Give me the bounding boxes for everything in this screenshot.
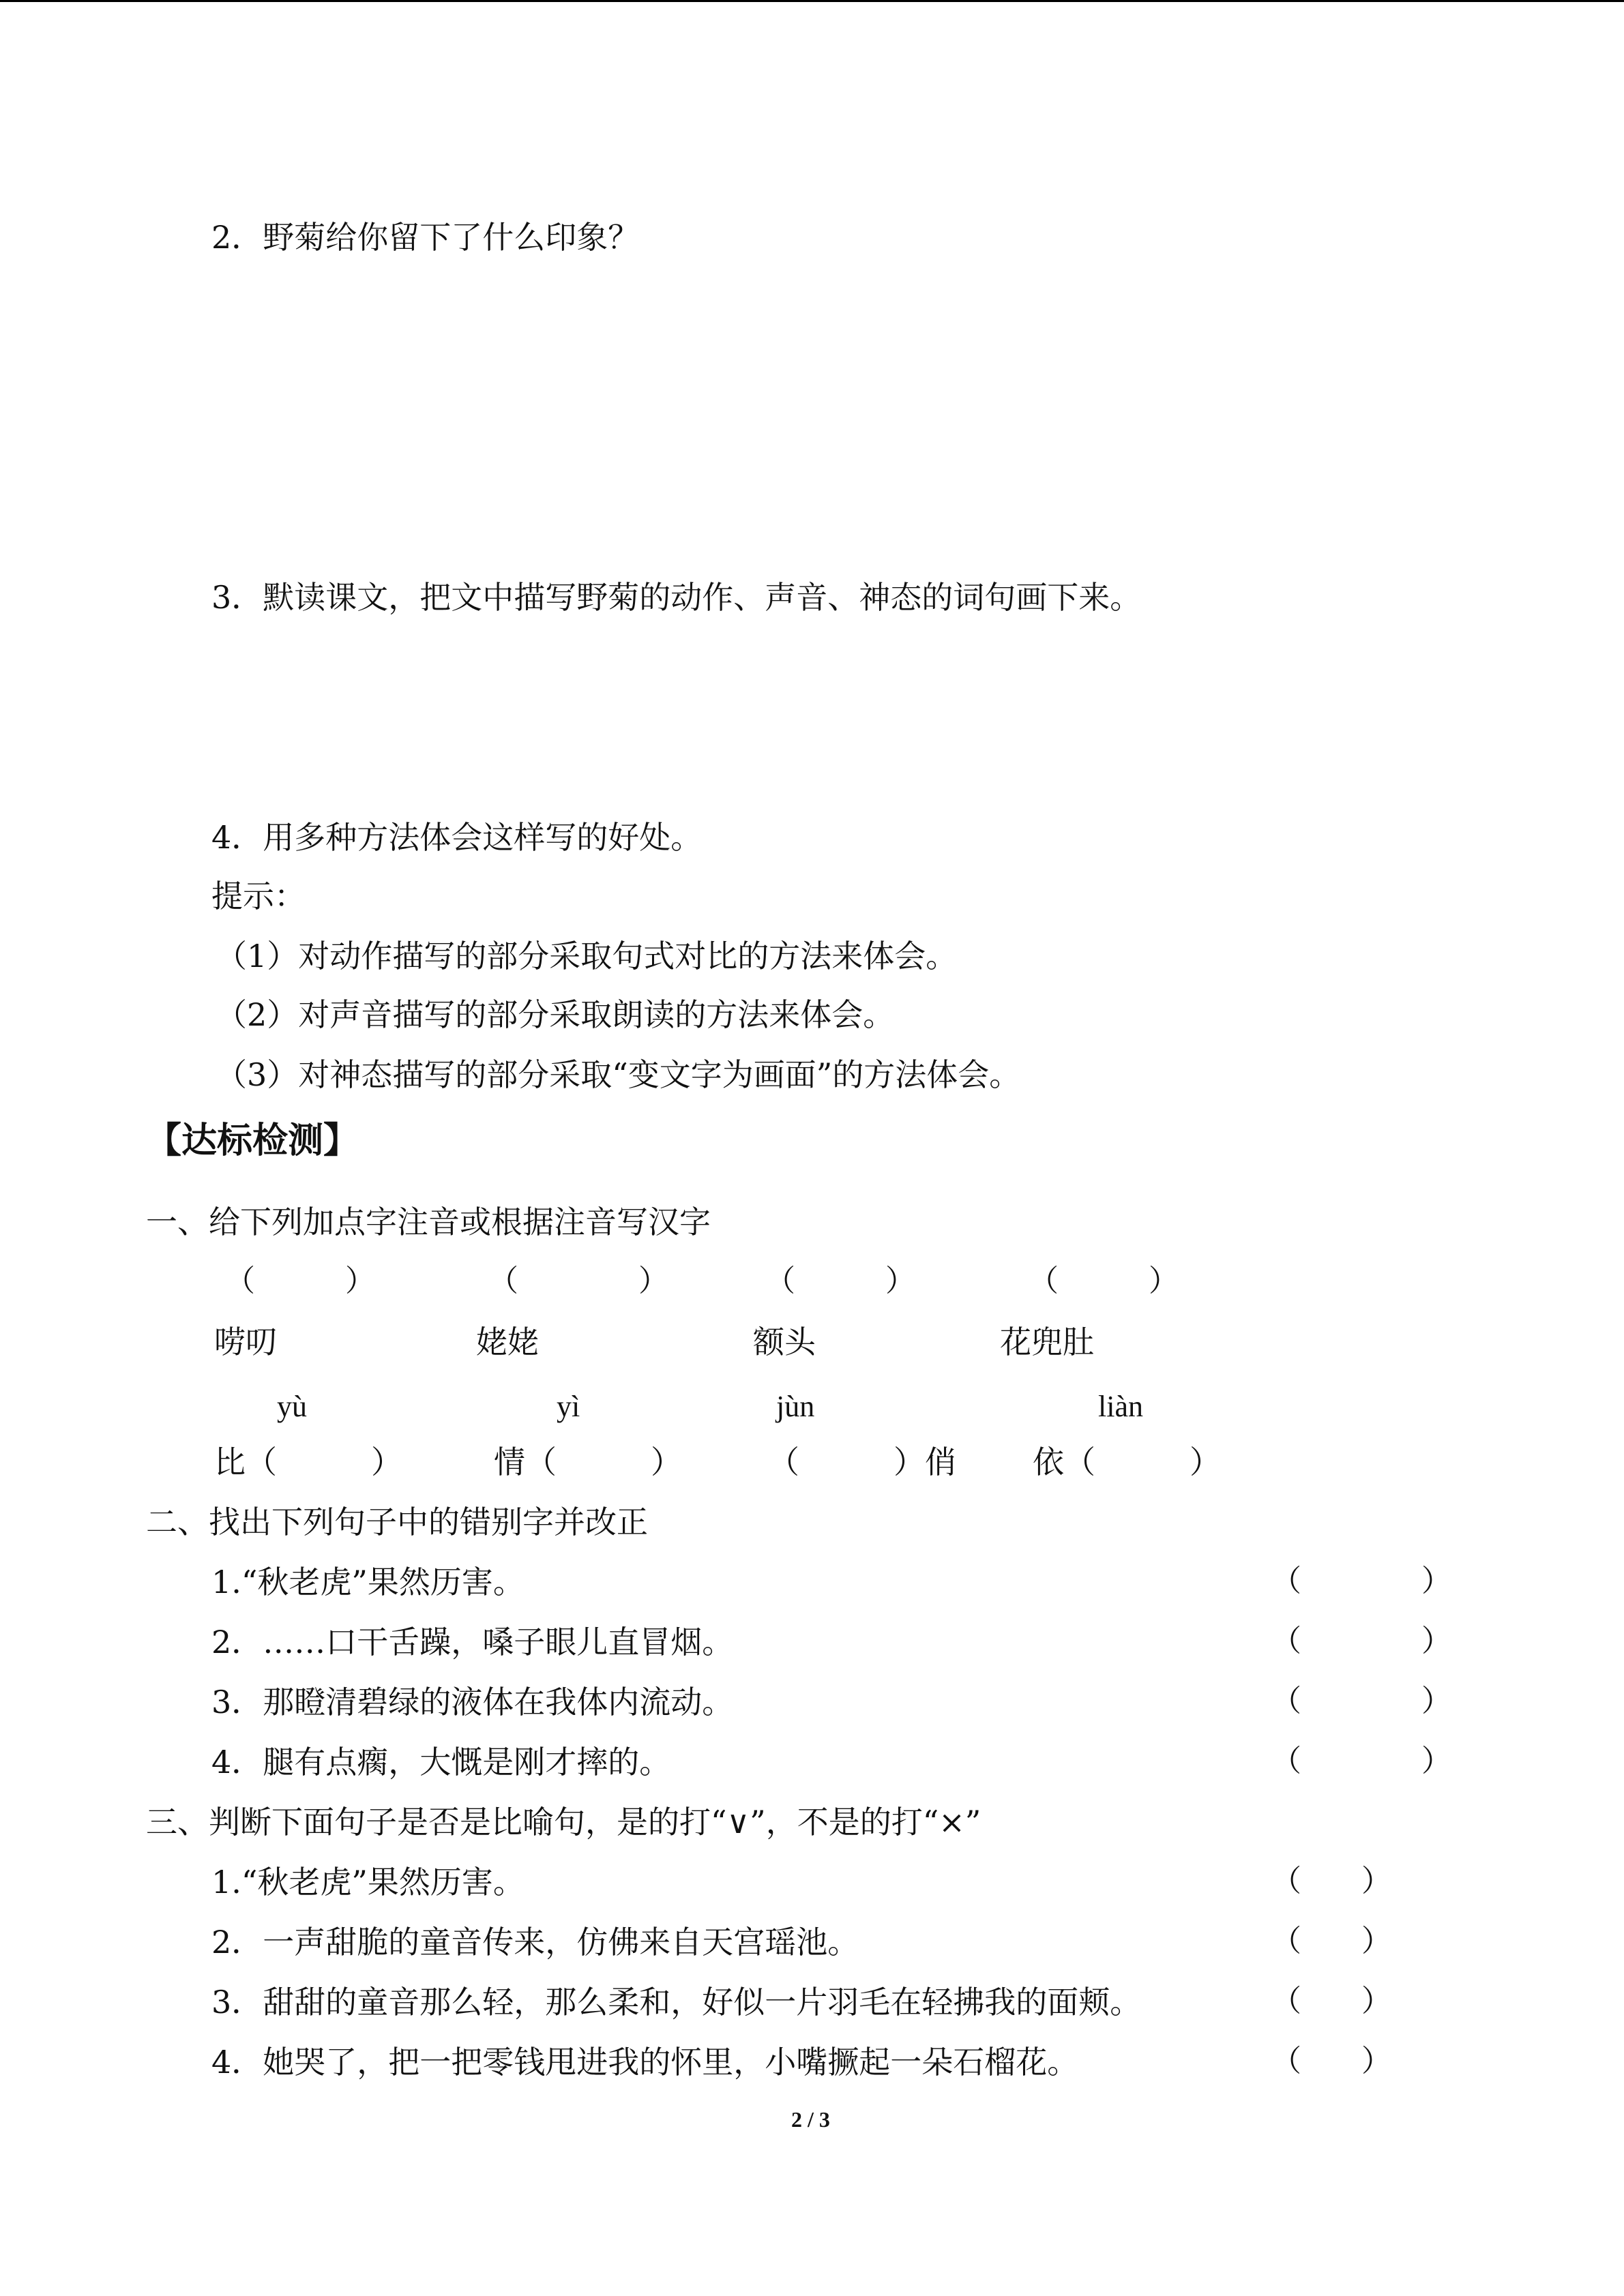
part2-title: 二、找出下列句子中的错别字并改正 — [146, 1504, 648, 1540]
part2-answer-4[interactable]: （ ） — [1271, 1744, 1451, 1778]
pinyin-blank-3[interactable]: （ ） — [765, 1264, 915, 1298]
pinyin-1: yù — [277, 1390, 307, 1423]
question-2: 2．野菊给你留下了什么印象？ — [211, 219, 640, 256]
pinyin-blank-2[interactable]: （ ） — [488, 1264, 668, 1298]
fill-blank-4[interactable]: 依（ ） — [1033, 1444, 1221, 1480]
fill-blank-3[interactable]: （ ）俏 — [768, 1444, 956, 1480]
part2-answer-2[interactable]: （ ） — [1271, 1624, 1451, 1658]
pinyin-blank-4[interactable]: （ ） — [1029, 1264, 1179, 1298]
part3-item-2: 2．一声甜脆的童音传来，仿佛来自天宫瑶池。 — [211, 1924, 859, 1960]
pinyin-4: liàn — [1098, 1390, 1143, 1423]
part3-item-1: 1.“秋老虎”果然历害。 — [211, 1864, 525, 1900]
part2-answer-3[interactable]: （ ） — [1271, 1684, 1451, 1718]
hint-2: （2）对声音描写的部分采取朗读的方法来体会。 — [216, 996, 895, 1033]
part3-item-4: 4．她哭了，把一把零钱甩进我的怀里，小嘴撅起一朵石榴花。 — [211, 2044, 1079, 2081]
part3-answer-1[interactable]: （ ） — [1271, 1864, 1391, 1898]
hint-1: （1）对动作描写的部分采取句式对比的方法来体会。 — [216, 938, 958, 974]
word-2: 姥姥 — [476, 1324, 539, 1360]
section-heading: 【达标检测】 — [146, 1120, 359, 1161]
part3-answer-3[interactable]: （ ） — [1271, 1984, 1391, 2018]
pinyin-blank-1[interactable]: （ ） — [225, 1264, 375, 1298]
word-4: 花兜肚 — [1000, 1324, 1094, 1360]
part1-title: 一、给下列加点字注音或根据注音写汉字 — [146, 1204, 711, 1240]
word-3: 额头 — [753, 1324, 816, 1360]
page-top-rule — [0, 0, 1624, 2]
part2-item-3: 3．那瞪清碧绿的液体在我体内流动。 — [211, 1684, 734, 1720]
part3-answer-4[interactable]: （ ） — [1271, 2044, 1391, 2078]
fill-blank-1[interactable]: 比（ ） — [214, 1444, 402, 1480]
word-1: 唠叨 — [214, 1324, 277, 1360]
part2-item-2: 2．……口干舌躁，嗓子眼儿直冒烟。 — [211, 1624, 734, 1660]
part3-answer-2[interactable]: （ ） — [1271, 1924, 1391, 1958]
part2-answer-1[interactable]: （ ） — [1271, 1564, 1451, 1598]
question-4: 4．用多种方法体会这样写的好处。 — [211, 819, 703, 856]
page-number: 2 / 3 — [791, 2107, 830, 2132]
part2-item-1: 1.“秋老虎”果然历害。 — [211, 1564, 525, 1600]
question-3: 3．默读课文，把文中描写野菊的动作、声音、神态的词句画下来。 — [211, 579, 1142, 616]
part3-title: 三、判断下面句子是否是比喻句，是的打“∨”，不是的打“×” — [146, 1804, 981, 1840]
fill-blank-2[interactable]: 情（ ） — [494, 1444, 682, 1480]
pinyin-3: jùn — [776, 1390, 815, 1423]
hint-label: 提示： — [211, 878, 306, 914]
pinyin-2: yì — [557, 1390, 580, 1423]
part2-item-4: 4．腿有点瘸，大慨是刚才摔的。 — [211, 1744, 671, 1780]
hint-3: （3）对神态描写的部分采取“变文字为画面”的方法体会。 — [216, 1056, 1021, 1093]
part3-item-3: 3．甜甜的童音那么轻，那么柔和，好似一片羽毛在轻拂我的面颊。 — [211, 1984, 1142, 2021]
